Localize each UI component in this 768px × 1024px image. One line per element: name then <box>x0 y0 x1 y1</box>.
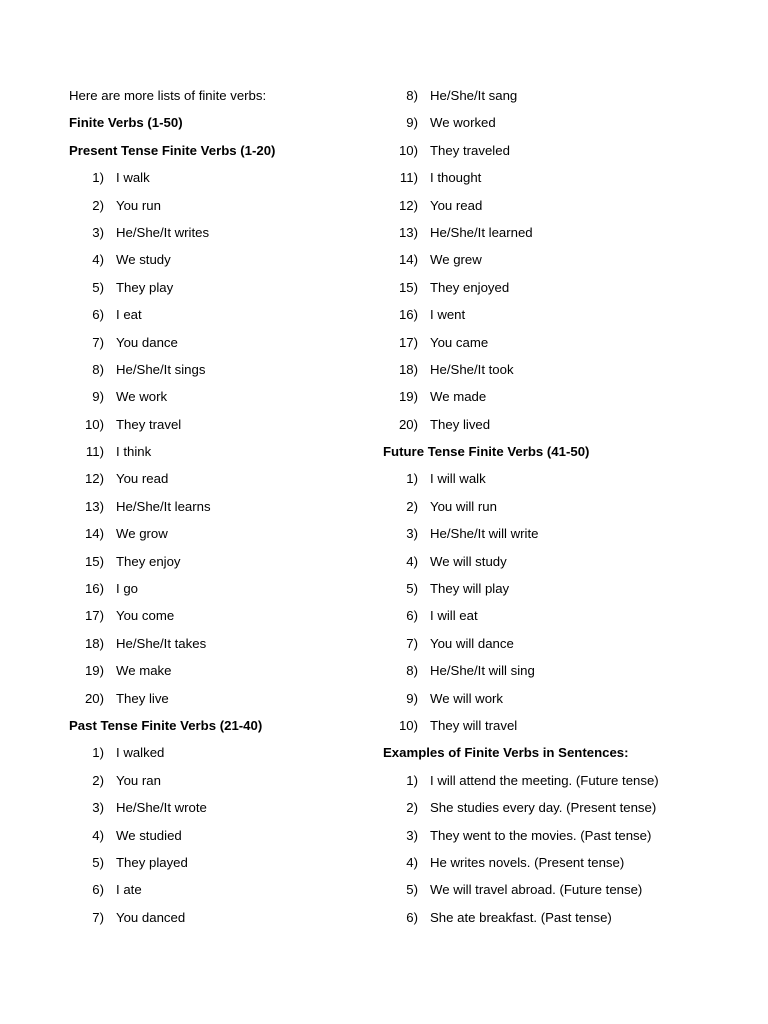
list-indent <box>383 689 395 716</box>
list-item <box>69 826 369 853</box>
list-indent <box>383 908 395 935</box>
list-item-text: We grow <box>116 526 168 542</box>
list-item <box>69 798 369 825</box>
list-item-number: 17) <box>84 608 104 624</box>
list-item-number: 15) <box>398 279 418 295</box>
list-item-text: I go <box>116 581 138 597</box>
list-item-number: 20) <box>84 690 104 706</box>
list-item <box>69 771 369 798</box>
list-item-number: 2) <box>406 800 418 816</box>
list-indent <box>383 333 395 360</box>
list-indent <box>69 826 81 853</box>
list-item-text: She ate breakfast. (Past tense) <box>430 909 612 925</box>
list-item-number: 6) <box>92 307 104 323</box>
list-item-number: 12) <box>398 197 418 213</box>
list-item-number: 1) <box>92 170 104 186</box>
list-indent <box>69 880 81 907</box>
list-item <box>383 168 713 195</box>
list-indent <box>383 606 395 633</box>
list-item <box>69 497 369 524</box>
list-item-number: 9) <box>406 115 418 131</box>
list-item <box>383 333 713 360</box>
list-indent <box>69 360 81 387</box>
list-item-number: 6) <box>92 882 104 898</box>
list-item <box>383 634 713 661</box>
list-item-text: He writes novels. (Present tense) <box>430 854 625 870</box>
list-item-text: They enjoyed <box>430 279 510 295</box>
future-list <box>383 469 713 743</box>
list-item-text: I will eat <box>430 608 478 624</box>
list-item-text: We will work <box>430 690 504 706</box>
list-item-number: 6) <box>406 608 418 624</box>
list-item-number: 20) <box>398 416 418 432</box>
list-item-number: 3) <box>406 526 418 542</box>
list-item-text: They went to the movies. (Past tense) <box>430 827 652 843</box>
list-indent <box>383 826 395 853</box>
list-item-number: 10) <box>398 717 418 733</box>
list-item-number: 10) <box>398 142 418 158</box>
list-item-text: They will play <box>430 581 510 597</box>
list-item-text: You come <box>116 608 175 624</box>
list-item-text: They played <box>116 854 188 870</box>
list-item-number: 5) <box>92 279 104 295</box>
list-item-number: 12) <box>84 471 104 487</box>
list-item-text: You dance <box>116 334 178 350</box>
list-item <box>383 278 713 305</box>
list-indent <box>69 771 81 798</box>
list-item-number: 7) <box>92 334 104 350</box>
list-item-text: I think <box>116 444 152 460</box>
list-item-text: You ran <box>116 772 161 788</box>
list-indent <box>383 524 395 551</box>
list-item-text: They enjoy <box>116 553 181 569</box>
list-item <box>69 278 369 305</box>
list-indent <box>69 387 81 414</box>
list-indent <box>69 798 81 825</box>
list-item <box>383 716 713 743</box>
list-item <box>69 689 369 716</box>
list-item-number: 9) <box>92 389 104 405</box>
list-item-text: I thought <box>430 170 482 186</box>
list-item <box>383 305 713 332</box>
list-item-number: 11) <box>399 170 418 186</box>
list-item-text: I walk <box>116 170 150 186</box>
list-item <box>69 387 369 414</box>
list-item-number: 11) <box>85 444 104 460</box>
list-item <box>383 469 713 496</box>
list-indent <box>69 689 81 716</box>
list-item <box>383 223 713 250</box>
list-indent <box>69 606 81 633</box>
present-heading: Present Tense Finite Verbs (1-20) <box>69 142 276 158</box>
list-item <box>69 524 369 551</box>
list-item-number: 18) <box>84 635 104 651</box>
list-indent <box>69 250 81 277</box>
list-item-number: 2) <box>92 772 104 788</box>
list-item <box>383 552 713 579</box>
future-heading: Future Tense Finite Verbs (41-50) <box>383 444 590 460</box>
list-indent <box>383 415 395 442</box>
list-item <box>383 606 713 633</box>
list-indent <box>383 387 395 414</box>
list-item <box>69 880 369 907</box>
list-item <box>383 661 713 688</box>
list-item-number: 6) <box>406 909 418 925</box>
list-item-text: He/She/It learned <box>430 224 533 240</box>
list-item-number: 8) <box>406 663 418 679</box>
list-indent <box>69 278 81 305</box>
list-item-text: You read <box>430 197 483 213</box>
list-item <box>383 579 713 606</box>
list-item-number: 7) <box>92 909 104 925</box>
list-item-number: 5) <box>406 581 418 597</box>
list-item <box>383 853 713 880</box>
list-item <box>69 661 369 688</box>
list-item-text: They traveled <box>430 142 510 158</box>
list-item-number: 3) <box>92 224 104 240</box>
list-indent <box>383 771 395 798</box>
list-item <box>69 196 369 223</box>
list-item <box>69 579 369 606</box>
list-item <box>383 497 713 524</box>
list-item-number: 19) <box>84 663 104 679</box>
list-item-number: 16) <box>84 581 104 597</box>
list-item <box>383 86 713 113</box>
list-indent <box>383 579 395 606</box>
intro-text: Here are more lists of finite verbs: <box>69 88 267 103</box>
list-item <box>383 250 713 277</box>
list-item-text: You read <box>116 471 169 487</box>
list-item-number: 8) <box>92 361 104 377</box>
list-item <box>383 360 713 387</box>
list-item-text: We make <box>116 663 172 679</box>
list-indent <box>383 469 395 496</box>
list-item-text: He/She/It writes <box>116 224 210 240</box>
list-item <box>383 196 713 223</box>
list-item <box>69 442 369 469</box>
list-item-text: I will walk <box>430 471 486 487</box>
list-indent <box>69 524 81 551</box>
list-indent <box>69 743 81 770</box>
list-item-number: 1) <box>406 772 418 788</box>
past-list <box>69 743 369 935</box>
list-item <box>69 469 369 496</box>
list-item-number: 13) <box>398 224 418 240</box>
list-item <box>69 333 369 360</box>
list-item-text: They travel <box>116 416 182 432</box>
list-indent <box>69 579 81 606</box>
list-indent <box>383 853 395 880</box>
list-item-number: 4) <box>406 553 418 569</box>
list-item-number: 2) <box>406 498 418 514</box>
past-list-continued <box>383 86 713 442</box>
examples-heading: Examples of Finite Verbs in Sentences: <box>383 745 629 761</box>
list-item-text: We will study <box>430 553 507 569</box>
list-item-number: 1) <box>406 471 418 487</box>
list-item-number: 18) <box>398 361 418 377</box>
list-item-number: 17) <box>398 334 418 350</box>
list-item <box>383 826 713 853</box>
list-item-number: 13) <box>84 498 104 514</box>
list-item <box>383 880 713 907</box>
list-indent <box>383 552 395 579</box>
list-item-text: We study <box>116 252 171 268</box>
list-indent <box>69 223 81 250</box>
list-indent <box>69 196 81 223</box>
list-indent <box>383 305 395 332</box>
list-indent <box>69 305 81 332</box>
list-item-text: I walked <box>116 745 165 761</box>
list-item <box>69 250 369 277</box>
list-indent <box>69 469 81 496</box>
list-indent <box>69 442 81 469</box>
list-item <box>383 415 713 442</box>
past-heading: Past Tense Finite Verbs (21-40) <box>69 717 263 733</box>
list-item <box>383 387 713 414</box>
list-item-number: 16) <box>398 307 418 323</box>
list-indent <box>383 880 395 907</box>
list-item-number: 4) <box>92 827 104 843</box>
list-item-text: He/She/It learns <box>116 498 211 514</box>
list-item <box>383 798 713 825</box>
list-item <box>383 689 713 716</box>
list-item-number: 8) <box>406 88 418 103</box>
list-item <box>383 908 713 935</box>
list-item <box>383 113 713 140</box>
list-item <box>69 743 369 770</box>
list-indent <box>383 798 395 825</box>
list-item-number: 9) <box>406 690 418 706</box>
list-item-text: We work <box>116 389 168 405</box>
list-item-number: 14) <box>84 526 104 542</box>
list-item-text: You will dance <box>430 635 514 651</box>
list-item-number: 2) <box>92 197 104 213</box>
list-indent <box>69 853 81 880</box>
list-item <box>69 305 369 332</box>
list-item <box>383 771 713 798</box>
list-item-number: 3) <box>92 800 104 816</box>
list-indent <box>383 141 395 168</box>
list-item-number: 5) <box>406 882 418 898</box>
list-item-number: 4) <box>406 854 418 870</box>
list-item-text: We made <box>430 389 487 405</box>
list-item <box>69 853 369 880</box>
list-indent <box>69 908 81 935</box>
list-indent <box>69 168 81 195</box>
list-item-text: You danced <box>116 909 186 925</box>
list-indent <box>383 113 395 140</box>
list-item <box>383 141 713 168</box>
list-item-text: He/She/It took <box>430 361 514 377</box>
list-item-number: 7) <box>406 635 418 651</box>
list-item <box>69 606 369 633</box>
list-item-text: He/She/It will write <box>430 526 539 542</box>
list-item-text: We worked <box>430 115 496 131</box>
list-item-text: She studies every day. (Present tense) <box>430 800 657 816</box>
list-item <box>69 908 369 935</box>
list-item-number: 10) <box>84 416 104 432</box>
list-item <box>69 223 369 250</box>
list-indent <box>383 168 395 195</box>
present-list <box>69 168 369 716</box>
left-column <box>69 86 369 935</box>
list-item-text: I eat <box>116 307 142 323</box>
list-indent <box>69 661 81 688</box>
list-item <box>69 168 369 195</box>
list-item <box>69 552 369 579</box>
list-item-text: We will travel abroad. (Future tense) <box>430 882 643 898</box>
list-indent <box>383 497 395 524</box>
list-item <box>69 415 369 442</box>
list-indent <box>383 223 395 250</box>
list-item-text: We studied <box>116 827 182 843</box>
list-item-text: I will attend the meeting. (Future tense) <box>430 772 659 788</box>
main-heading: Finite Verbs (1-50) <box>69 115 183 131</box>
list-item-number: 14) <box>398 252 418 268</box>
list-item-text: I ate <box>116 882 142 898</box>
list-indent <box>383 661 395 688</box>
list-item-text: You came <box>430 334 489 350</box>
list-item-text: They play <box>116 279 174 295</box>
list-item-number: 1) <box>92 745 104 761</box>
right-column <box>383 86 713 935</box>
list-indent <box>383 716 395 743</box>
list-item <box>69 634 369 661</box>
list-item-number: 19) <box>398 389 418 405</box>
list-item-text: He/She/It will sing <box>430 663 535 679</box>
list-item-text: They will travel <box>430 717 518 733</box>
list-indent <box>383 196 395 223</box>
list-indent <box>69 415 81 442</box>
list-item-text: He/She/It wrote <box>116 800 207 816</box>
list-item-text: You run <box>116 197 161 213</box>
list-item-text: You will run <box>430 498 497 514</box>
examples-list <box>383 771 713 935</box>
list-indent <box>383 634 395 661</box>
list-item <box>69 360 369 387</box>
list-item-text: I went <box>430 307 466 323</box>
list-item-text: We grew <box>430 252 482 268</box>
list-indent <box>69 497 81 524</box>
list-item-number: 3) <box>406 827 418 843</box>
list-indent <box>69 552 81 579</box>
list-item-text: He/She/It sings <box>116 361 206 377</box>
list-item-text: They live <box>116 690 169 706</box>
list-indent <box>383 250 395 277</box>
list-indent <box>383 278 395 305</box>
list-indent <box>383 86 395 113</box>
list-indent <box>69 634 81 661</box>
list-item-number: 4) <box>92 252 104 268</box>
list-item-number: 5) <box>92 854 104 870</box>
list-item-text: He/She/It sang <box>430 88 518 103</box>
list-item-text: They lived <box>430 416 491 432</box>
list-item-text: He/She/It takes <box>116 635 207 651</box>
list-indent <box>69 333 81 360</box>
list-item-number: 15) <box>84 553 104 569</box>
list-item <box>383 524 713 551</box>
list-indent <box>383 360 395 387</box>
